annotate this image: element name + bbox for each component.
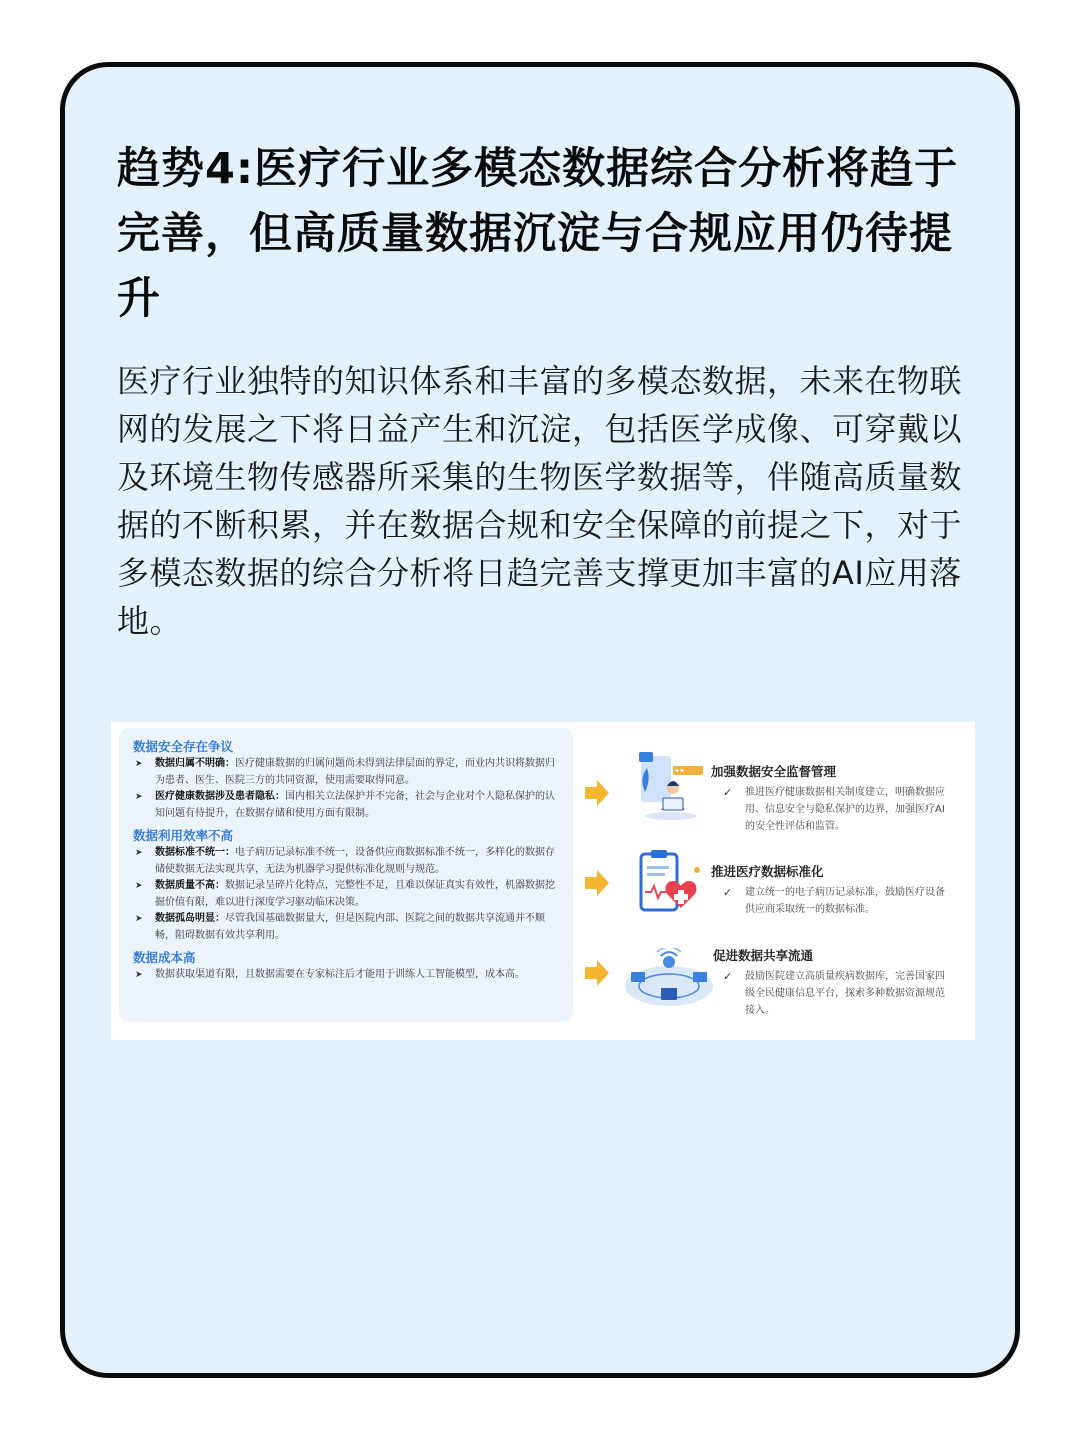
- list-item: [133, 967, 561, 984]
- check-icon: ✓: [723, 886, 733, 899]
- doctor-laptop-icon: [631, 752, 707, 822]
- item-bold: 数据标准不统一：: [155, 847, 235, 858]
- solution-title: 促进数据共享流通: [713, 948, 814, 963]
- list-item: [133, 789, 561, 822]
- item-text: 医疗健康数据的归属问题尚未得到法律层面的界定，而业内共识将数据归为患者、医生、医院三方的共同资源，使用需要取得同意。: [155, 758, 555, 786]
- solution-text: 鼓励医院建立高质量疾病数据库，完善国家四级全民健康信息平台，探索多种数据资源规范接入。: [745, 971, 945, 1016]
- arrow-bullet-icon: ➤: [135, 970, 143, 980]
- solution-text: 推进医疗健康数据相关制度建立，明确数据应用、信息安全与隐私保护的边界，加强医疗AI的安全性评估和监管。: [745, 787, 945, 832]
- arrow-bullet-icon: ➤: [135, 848, 143, 858]
- item-text: 尽管我国基础数据量大，但是医院内部、医院之间的数据共享流通并不顺畅，阻碍数据有效共享利用。: [155, 913, 545, 941]
- issues-panel: [119, 728, 573, 1022]
- section-title: 数据安全存在争议: [133, 739, 234, 754]
- item-bold: 医疗健康数据涉及患者隐私：: [155, 791, 285, 802]
- solution-item: [721, 968, 953, 1019]
- item-bold: 数据孤岛明显：: [155, 913, 225, 924]
- check-icon: ✓: [723, 970, 733, 983]
- solution-title: 加强数据安全监督管理: [711, 764, 837, 779]
- solution-title: 推进医疗数据标准化: [711, 864, 824, 879]
- arrow-bullet-icon: ➤: [135, 792, 143, 802]
- solution-text: 建立统一的电子病历记录标准，鼓励医疗设备供应商采取统一的数据标准。: [745, 887, 945, 915]
- item-text: 国内相关立法保护并不完备，社会与企业对个人隐私保护的认知问题有待提升，在数据存储和使用方面有限制。: [155, 791, 555, 819]
- content-card: [60, 62, 1020, 1378]
- page-title: 趋势4:医疗行业多模态数据综合分析将趋于完善，但高质量数据沉淀与合规应用仍待提升: [117, 144, 959, 324]
- list-item: [133, 878, 561, 911]
- item-text: 电子病历记录标准不统一，设备供应商数据标准不统一，多样化的数据存储使数据无法实现共享，无法为机器学习提供标准化规则与规范。: [155, 847, 555, 875]
- list-item: [133, 756, 561, 789]
- section-title: 数据利用效率不高: [133, 828, 234, 843]
- arrow-bullet-icon: ➤: [135, 914, 143, 924]
- clipboard-heart-icon: [631, 848, 707, 918]
- item-bold: 数据质量不高：: [155, 880, 225, 891]
- arrow-bullet-icon: ➤: [135, 881, 143, 891]
- item-bold: 数据归属不明确：: [155, 758, 235, 769]
- list-item: [133, 911, 561, 944]
- right-arrow-icon: [585, 778, 609, 808]
- section-title: 数据成本高: [133, 950, 196, 965]
- body-paragraph: 医疗行业独特的知识体系和丰富的多模态数据，未来在物联网的发展之下将日益产生和沉淀，包括医学成像、可穿戴以及环境生物传感器所采集的生物医学数据等，伴随高质量数据的不断积累，并在数据合规和安全保障的前提之下，对于多模态数据的综合分析将日趋完善支撑更加丰富的AI应用落地。: [117, 362, 963, 640]
- solution-item: [721, 784, 953, 835]
- solution-item: [721, 884, 953, 918]
- list-item: [133, 845, 561, 878]
- item-text: 数据获取渠道有限，且数据需要在专家标注后才能用于训练人工智能模型，成本高。: [155, 969, 525, 980]
- right-arrow-icon: [585, 958, 609, 988]
- network-share-icon: [621, 948, 717, 1010]
- check-icon: ✓: [723, 786, 733, 799]
- right-arrow-icon: [585, 868, 609, 898]
- infographic-figure: [111, 722, 975, 1040]
- arrow-bullet-icon: ➤: [135, 759, 143, 769]
- item-text: 数据记录呈碎片化特点，完整性不足，且难以保证真实有效性，机器数据挖掘价值有限，难以进行深度学习驱动临床决策。: [155, 880, 555, 908]
